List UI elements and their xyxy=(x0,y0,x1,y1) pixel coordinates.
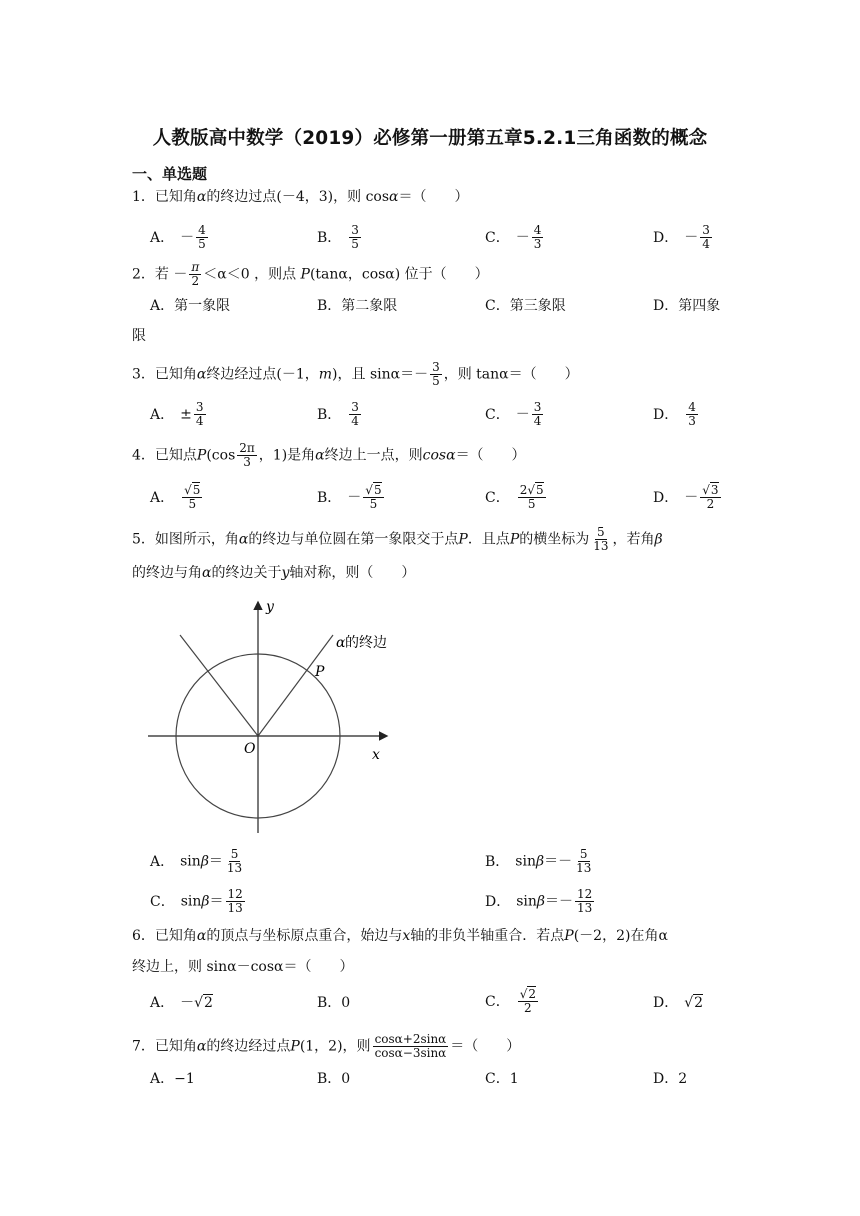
question-5-line-2 xyxy=(132,562,415,584)
fraction xyxy=(430,361,442,388)
origin-label: O xyxy=(244,741,256,757)
numerator: 5 xyxy=(597,525,605,539)
q4-option-d xyxy=(653,484,723,511)
radicand: 5 xyxy=(536,483,544,497)
question-number: 4． xyxy=(132,447,155,464)
m-symbol: m xyxy=(318,366,333,383)
q2-option-d-wrap: 限 xyxy=(132,328,146,344)
q1-option-c xyxy=(485,224,545,251)
alpha-terminal-side xyxy=(258,635,333,736)
alpha-symbol: α xyxy=(238,531,249,548)
function-name: sin xyxy=(515,853,536,870)
question-number: 2． xyxy=(132,266,155,283)
fraction xyxy=(226,888,245,915)
point-symbol: P xyxy=(509,531,520,548)
question-text: ，则 tanα＝（ ） xyxy=(443,366,579,383)
denominator: 5 xyxy=(432,374,440,388)
function-name: sin xyxy=(180,853,201,870)
radicand: 5 xyxy=(373,483,382,497)
denominator: 4 xyxy=(533,414,542,428)
question-text: ＝（ ） xyxy=(455,447,526,464)
sign: ＝－ xyxy=(544,853,573,870)
question-text: 已知点 xyxy=(154,447,197,464)
numerator: 4 xyxy=(533,223,542,237)
question-text: (－2，2)在角α xyxy=(573,928,668,944)
fraction xyxy=(575,888,594,915)
point-p-label: P xyxy=(315,664,325,680)
denominator: 3 xyxy=(533,237,542,251)
question-text: 如图所示，角 xyxy=(154,531,239,548)
question-3 xyxy=(132,361,579,388)
option-label: D． xyxy=(653,489,679,506)
q3-option-b xyxy=(317,401,363,428)
numerator: 3 xyxy=(533,400,542,414)
fraction xyxy=(591,526,610,553)
beta-terminal-side xyxy=(180,635,258,736)
q3-option-d xyxy=(653,401,700,428)
point-symbol: P xyxy=(196,447,207,464)
q5-option-b xyxy=(485,848,595,875)
numerator: √2 xyxy=(519,987,537,1001)
x-symbol: x xyxy=(402,928,411,944)
beta-symbol: β xyxy=(201,893,210,910)
option-label: B． xyxy=(317,489,342,506)
option-label: A． xyxy=(150,406,175,423)
beta-symbol: β xyxy=(536,893,546,910)
question-text: )，且 sinα＝－ xyxy=(332,366,429,383)
question-text: (cos xyxy=(206,447,236,464)
numerator: π xyxy=(191,260,200,274)
option-label: A． xyxy=(150,853,175,870)
numerator: 2√5 xyxy=(519,483,544,497)
q3-option-a xyxy=(150,401,208,428)
q5-option-d xyxy=(485,888,596,915)
numerator: 3 xyxy=(351,223,359,237)
fraction xyxy=(349,401,361,428)
numerator: 4 xyxy=(688,400,696,414)
q7-option-d: D．2 xyxy=(653,1071,688,1087)
q6-option-a: A． －√2 xyxy=(150,995,213,1011)
denominator: 13 xyxy=(577,901,593,915)
radicand: 5 xyxy=(192,483,201,497)
alpha-symbol: α xyxy=(196,366,207,383)
q2-option-c: C．第三象限 xyxy=(485,298,566,314)
q1-option-b xyxy=(317,224,363,251)
point-symbol: P xyxy=(458,531,468,548)
q6-option-d: D． √2 xyxy=(653,995,704,1011)
denominator: 5 xyxy=(351,237,359,251)
q3-option-c xyxy=(485,401,545,428)
fraction xyxy=(349,224,361,251)
alpha-symbol: α xyxy=(196,1038,207,1055)
sign: － xyxy=(180,229,195,246)
q7-option-a: A．−1 xyxy=(150,1071,195,1087)
numerator: 2π xyxy=(239,441,255,455)
question-text: 终边经过点(－1， xyxy=(206,366,319,383)
option-label: D． xyxy=(653,229,679,246)
question-text: (1，2)，则 xyxy=(299,1038,371,1055)
q5-option-c xyxy=(150,888,247,915)
question-text: 的终边经过点 xyxy=(206,1038,291,1055)
fraction xyxy=(182,484,202,511)
question-text: 已知角 xyxy=(154,1038,197,1055)
alpha-label: α xyxy=(336,635,346,651)
question-text: 终边上一点，则 xyxy=(324,447,423,464)
option-label: D． xyxy=(653,995,679,1011)
radicand: 2 xyxy=(694,995,704,1011)
numerator: 12 xyxy=(227,887,243,901)
q2-option-b: B．第二象限 xyxy=(317,298,398,314)
q5-option-a xyxy=(150,848,246,875)
coefficient: 2 xyxy=(519,483,528,497)
question-6 xyxy=(132,925,668,947)
radicand: 2 xyxy=(528,987,537,1001)
q6-option-c xyxy=(485,988,540,1015)
question-text: 的终边关于 xyxy=(211,565,282,581)
unit-circle-figure xyxy=(140,597,400,837)
option-label: A． xyxy=(150,229,175,246)
denominator: 4 xyxy=(351,414,359,428)
denominator: 13 xyxy=(576,861,592,875)
alpha-symbol: α xyxy=(196,189,207,205)
radicand: 3 xyxy=(710,483,719,497)
alpha-symbol: α xyxy=(315,447,325,464)
question-text: ，若角 xyxy=(612,531,655,548)
fraction xyxy=(532,401,544,428)
numerator: √3 xyxy=(702,483,719,497)
question-text: ，1)是角 xyxy=(258,447,316,464)
question-4 xyxy=(132,442,526,469)
question-number: 3． xyxy=(132,366,155,383)
point-symbol: P xyxy=(564,928,574,944)
option-label: A． xyxy=(150,995,175,1011)
denominator: 5 xyxy=(527,497,536,511)
sign: ± xyxy=(180,406,192,423)
fraction xyxy=(363,484,383,511)
question-number: 6． xyxy=(132,928,155,944)
option-label: A． xyxy=(150,489,175,506)
question-text: 已知角 xyxy=(154,189,197,205)
question-text: 的终边过点(－4，3)，则 cos xyxy=(206,189,390,205)
option-label: B． xyxy=(485,853,510,870)
option-label: D． xyxy=(653,406,679,423)
sign: － xyxy=(515,229,530,246)
q2-option-d: D．第四象 xyxy=(653,298,721,314)
option-label: C． xyxy=(485,489,510,506)
fraction xyxy=(225,848,244,875)
denominator: 2 xyxy=(524,1001,532,1015)
question-text: ＝（ ） xyxy=(450,1038,521,1055)
numerator: √5 xyxy=(184,483,201,497)
option-label: B． xyxy=(317,229,342,246)
section-heading: 一、单选题 xyxy=(132,165,208,183)
sign: － xyxy=(347,489,362,506)
beta-symbol: β xyxy=(654,531,663,548)
denominator: 5 xyxy=(198,237,206,251)
sign: ＝ xyxy=(208,853,223,870)
question-number: 1． xyxy=(132,189,155,205)
question-text: 若 － xyxy=(154,266,188,283)
numerator: 3 xyxy=(432,360,440,374)
fraction xyxy=(532,224,544,251)
denominator: 2 xyxy=(706,497,715,511)
point-symbol: P xyxy=(300,266,310,283)
question-text: ＜α＜0 ，则点 xyxy=(203,266,301,283)
numerator: 5 xyxy=(579,847,588,861)
numerator: 3 xyxy=(195,400,204,414)
denominator: 13 xyxy=(593,539,609,553)
denominator: 3 xyxy=(243,455,251,469)
option-label: B． xyxy=(317,406,342,423)
question-text: 已知角 xyxy=(154,928,197,944)
fraction xyxy=(700,484,720,511)
numerator: 12 xyxy=(577,887,593,901)
q4-option-c xyxy=(485,484,548,511)
denominator: 2 xyxy=(191,274,200,288)
alpha-symbol: α xyxy=(389,189,399,205)
terminal-side-label: 的终边 xyxy=(345,635,387,651)
question-5 xyxy=(132,526,663,553)
fraction xyxy=(518,988,538,1015)
fraction xyxy=(686,401,698,428)
radicand: 2 xyxy=(204,995,213,1011)
fraction xyxy=(373,1033,449,1060)
denominator: cosα−3sinα xyxy=(374,1046,447,1060)
denominator: 5 xyxy=(188,497,197,511)
beta-symbol: β xyxy=(200,853,209,870)
question-text: (tanα，cosα) 位于（ ） xyxy=(309,266,489,283)
denominator: 13 xyxy=(227,901,243,915)
fraction xyxy=(189,261,201,288)
x-axis-label: x xyxy=(372,747,380,763)
page-title: 人教版高中数学（2019）必修第一册第五章5.2.1三角函数的概念 xyxy=(152,128,708,149)
alpha-symbol: α xyxy=(196,928,207,944)
q4-option-a xyxy=(150,484,204,511)
sign: ＝ xyxy=(209,893,224,910)
fraction xyxy=(700,224,712,251)
function-name: sin xyxy=(180,893,202,910)
denominator: 3 xyxy=(688,414,696,428)
question-text: 的终边与角 xyxy=(132,565,202,581)
question-text: 的顶点与坐标原点重合，始边与 xyxy=(206,928,403,944)
alpha-symbol: α xyxy=(202,565,212,581)
question-1 xyxy=(132,186,469,208)
question-2 xyxy=(132,261,489,288)
cos-alpha: cosα xyxy=(422,447,456,464)
y-axis-label: y xyxy=(266,599,274,615)
y-symbol: y xyxy=(281,565,290,581)
question-number: 7． xyxy=(132,1038,155,1055)
fraction xyxy=(574,848,593,875)
q7-option-b: B．0 xyxy=(317,1071,351,1087)
numerator: 5 xyxy=(230,847,239,861)
question-text: 的横坐标为 xyxy=(519,531,590,548)
numerator: 3 xyxy=(702,223,710,237)
beta-symbol: β xyxy=(535,853,545,870)
option-label: D． xyxy=(485,893,511,910)
sign: ＝－ xyxy=(545,893,574,910)
sign: － xyxy=(684,489,699,506)
question-text: 轴的非负半轴重合．若点 xyxy=(410,928,565,944)
option-label: C． xyxy=(150,893,175,910)
question-text: ＝（ ） xyxy=(398,189,469,205)
sign: － xyxy=(684,229,699,246)
denominator: 4 xyxy=(195,414,204,428)
denominator: 4 xyxy=(702,237,710,251)
sign: － xyxy=(515,406,530,423)
question-number: 5． xyxy=(132,531,155,548)
q2-option-a: A．第一象限 xyxy=(150,298,231,314)
option-label: C． xyxy=(485,229,510,246)
question-text: ．且点 xyxy=(467,531,510,548)
option-label: C． xyxy=(485,406,510,423)
q6-option-b: B．0 xyxy=(317,995,351,1011)
fraction xyxy=(194,401,206,428)
point-symbol: P xyxy=(290,1038,300,1055)
question-6-line-2: 终边上，则 sinα－cosα＝（ ） xyxy=(132,959,354,975)
q4-option-b xyxy=(317,484,386,511)
numerator: 3 xyxy=(351,400,359,414)
q1-option-d xyxy=(653,224,714,251)
numerator: √5 xyxy=(365,483,382,497)
function-name: sin xyxy=(516,893,537,910)
fraction xyxy=(518,484,546,511)
q1-option-a xyxy=(150,224,210,251)
denominator: 5 xyxy=(369,497,378,511)
question-7 xyxy=(132,1033,520,1060)
sign: － xyxy=(180,995,195,1011)
fraction xyxy=(237,442,257,469)
option-label: C． xyxy=(485,993,510,1010)
denominator: 13 xyxy=(226,861,243,875)
fraction xyxy=(196,224,208,251)
question-text: 已知角 xyxy=(154,366,197,383)
question-text: 轴对称，则（ ） xyxy=(289,565,416,581)
numerator: 4 xyxy=(198,223,206,237)
q7-option-c: C．1 xyxy=(485,1071,519,1087)
question-text: 的终边与单位圆在第一象限交于点 xyxy=(248,531,459,548)
numerator: cosα+2sinα xyxy=(374,1032,447,1046)
